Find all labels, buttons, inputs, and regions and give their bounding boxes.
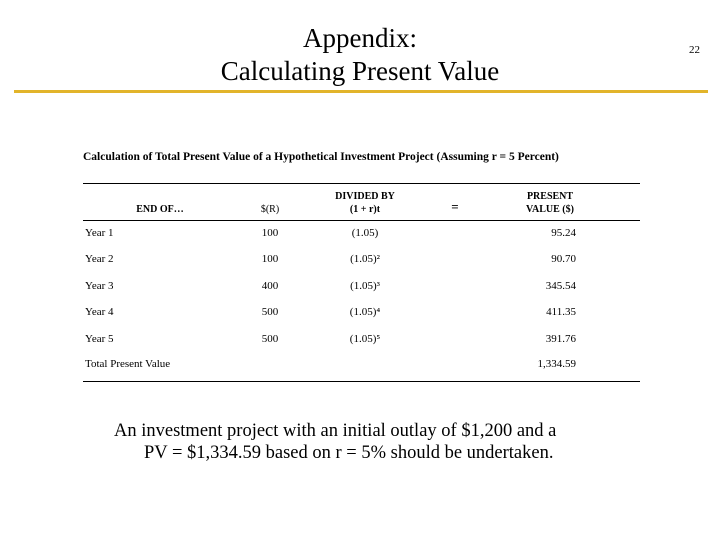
row-amount: 500 [261,333,279,345]
conclusion-line-2: PV = $1,334.59 based on r = 5% should be undertaken. [144,443,554,463]
row-year: Year 2 [85,253,114,265]
title-line-1: Appendix: [303,23,417,53]
total-label: Total Present Value [85,358,171,370]
table-header-rule [83,220,640,221]
header-present-value [505,190,595,216]
title-line-2: Calculating Present Value [220,56,500,86]
row-pv: 90.70 [551,253,576,265]
row-year: Year 4 [85,306,114,318]
table-top-rule [83,183,640,184]
row-year: Year 3 [85,280,114,292]
row-amount: 400 [261,280,279,292]
header-equals: = [451,199,459,214]
conclusion-text [90,420,630,464]
title-divider [14,90,708,93]
table-caption: Calculation of Total Present Value of a Hypothetical Investment Project (Assuming r = 5 Percent) [83,151,559,163]
row-pv: 345.54 [545,280,576,292]
total-value: 1,334.59 [537,358,576,370]
row-divisor: (1.05)² [350,253,380,265]
page-number: 22 [689,44,700,56]
row-divisor: (1.05)³ [350,280,380,292]
header-divided-by-line1: DIVIDED BY [335,191,395,202]
row-pv: 411.35 [546,306,576,318]
row-year: Year 1 [85,227,114,239]
header-pv-line1: PRESENT [526,191,574,202]
table-bottom-rule [83,381,640,382]
header-end-of: END OF… [136,204,184,215]
row-amount: 100 [261,227,279,239]
row-year: Year 5 [85,333,114,345]
header-amount: $(R) [260,204,280,215]
row-divisor: (1.05)⁴ [349,306,381,318]
header-pv-line2: VALUE ($) [526,204,574,215]
row-amount: 500 [261,306,279,318]
slide-title [150,22,570,88]
row-pv: 391.76 [545,333,576,345]
row-amount: 100 [261,253,279,265]
row-divisor: (1.05)⁵ [349,333,381,345]
header-divided-by [320,190,410,216]
header-divided-by-line2: (1 + r)t [349,204,381,215]
row-pv: 95.24 [551,227,576,239]
row-divisor: (1.05) [351,227,379,239]
conclusion-line-1: An investment project with an initial outlay of $1,200 and a [114,421,557,441]
